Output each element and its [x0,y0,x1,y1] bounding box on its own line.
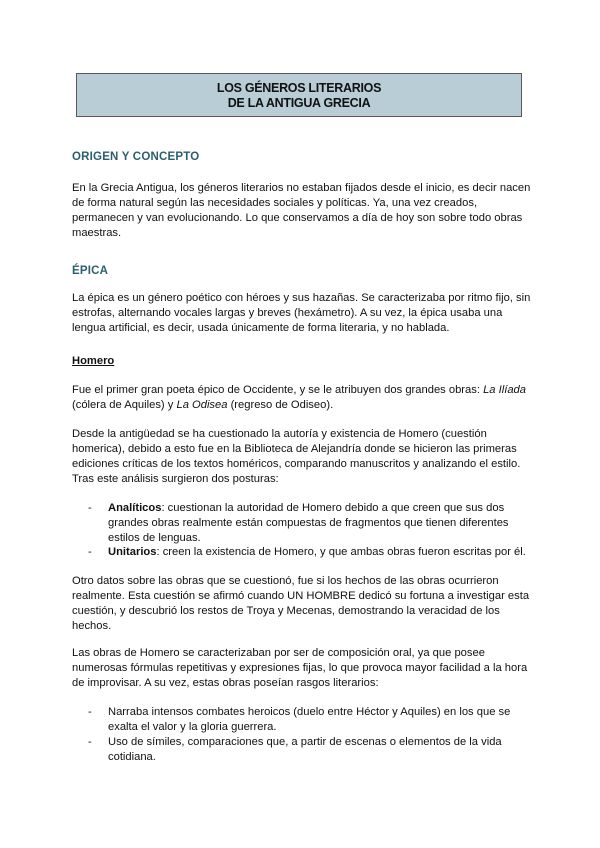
bullet-dash: - [88,736,92,748]
text-line: La épica es un género poético con héroes y sus hazañas. Se caracterizaba por ritmo fijo, sin [72,292,531,304]
homero-paragraph-4 [72,646,542,691]
bullet-text [108,735,540,765]
text-line: grandes obras realmente están compuestas de fragmentos que tienen diferentes [108,517,509,529]
text-line [72,383,542,398]
title-line-1: LOS GÉNEROS LITERARIOS [216,81,382,95]
text-span: (cólera de Aquiles) y [72,399,177,411]
bullet-text [108,545,540,560]
text-line: estilos de lenguas. [108,532,201,544]
text-line: maestras. [72,227,122,239]
bullet-text [108,705,540,735]
homero-paragraph-1 [72,383,542,413]
text-line: En la Grecia Antigua, los géneros literarios no estaban fijados desde el inicio, es decir nacen [72,182,531,194]
text-line: Uso de símiles, comparaciones que, a partir de escenas o elementos de la vida [108,736,502,748]
text-line: exalta el valor y la gloria guerrera. [108,721,277,733]
text-line [72,398,542,413]
homero-paragraph-3 [72,574,542,634]
term-analiticos: Analíticos [108,502,162,514]
text-line: Tras este análisis surgieron dos posturas: [72,473,279,485]
term-unitarios: Unitarios [108,546,157,558]
bullet-dash: - [88,706,92,718]
text-line: lengua artificial, es decir, usada únicamente de forma literaria, y no hablada. [72,322,450,334]
epica-paragraph [72,291,542,336]
bullet-dash: - [88,502,92,514]
text-line: Desde la antigüedad se ha cuestionado la autoría y existencia de Homero (cuestión [72,428,487,440]
text-line: estrofas, alternando vocales largas y breves (hexámetro). A su vez, la épica usaba una [72,307,503,319]
text-line: homerica), debido a esto fue en la Biblioteca de Alejandría donde se hicieron las primeras [72,443,517,455]
text-line: cotidiana. [108,751,156,763]
text-line [108,545,540,560]
work-title-odisea: La Odisea [176,399,228,411]
title-box [76,73,522,117]
text-span: : cuestionan la autoridad de Homero debido a que creen que sus dos [161,502,505,514]
text-line: de forma natural según las necesidades sociales y políticas. Ya, una vez creados, [72,197,478,209]
homero-paragraph-2 [72,427,542,487]
text-line: ediciones críticas de los textos homéricos, comparando manuscritos y analizando el estilo. [72,458,521,470]
text-line: Las obras de Homero se caracterizaban por ser de composición oral, ya que posee [72,647,485,659]
text-span: Fue el primer gran poeta épico de Occidente, y se le atribuyen dos grandes obras: [72,384,484,396]
origen-paragraph [72,181,542,241]
text-line: de improvisar. A su vez, estas obras poseían rasgos literarios: [72,677,379,689]
text-line: hechos. [72,620,112,632]
text-line: cuestión, y descubrió los restos de Troya y Mecenas, demostrando la veracidad de los [72,605,500,617]
section-heading-origen: ORIGEN Y CONCEPTO [72,151,200,163]
subheading-homero: Homero [72,355,115,367]
text-line: Otro datos sobre las obras que se cuestionó, fue si los hechos de las obras ocurrieron [72,575,499,587]
section-heading-epica: ÉPICA [72,265,109,277]
text-line: permanecen y van evolucionando. Lo que conservamos a día de hoy son sobre todo obras [72,212,523,224]
text-line [108,501,540,516]
work-title-iliada: La Ilíada [483,384,526,396]
bullet-text [108,501,540,546]
bullet-dash: - [88,546,92,558]
text-line: numerosas fórmulas repetitivas y expresiones fijas, lo que provoca mayor facilidad a la hora [72,662,528,674]
text-span: : creen la existencia de Homero, y que ambas obras fueron escritas por él. [156,546,526,558]
title-line-2: DE LA ANTIGUA GRECIA [227,96,371,110]
text-line: Narraba intensos combates heroicos (duelo entre Héctor y Aquiles) en los que se [108,706,511,718]
text-line: realmente. Esta cuestión se afirmó cuando UN HOMBRE dedicó su fortuna a investigar esta [72,590,530,602]
text-span: (regreso de Odiseo). [227,399,334,411]
